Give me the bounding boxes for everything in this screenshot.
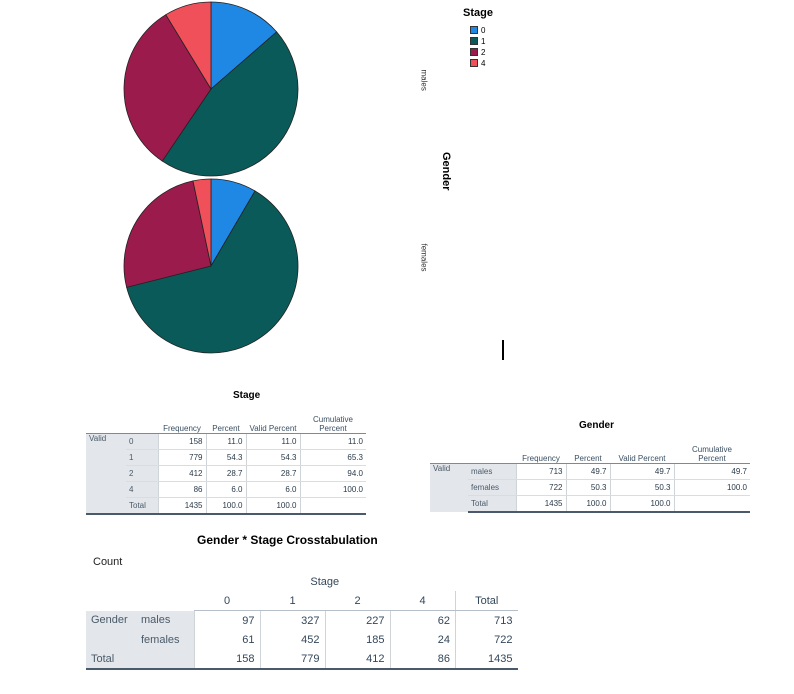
col-header: Frequency	[163, 424, 201, 433]
cell: 713	[456, 611, 518, 631]
col-header: 2	[325, 591, 390, 611]
table-row	[430, 480, 750, 496]
col-header-line: Cumulative	[312, 415, 353, 424]
legend-title: Stage	[463, 7, 493, 19]
cell: 11.0	[300, 434, 366, 450]
crosstab-subtitle: Count	[93, 556, 123, 568]
legend-swatch	[470, 37, 478, 45]
cell: 722	[456, 630, 518, 649]
cell: 61	[194, 630, 260, 649]
cell: 100.0	[300, 482, 366, 498]
row-label: 2	[126, 466, 158, 482]
cell: 50.3	[566, 480, 610, 496]
row-label: 4	[126, 482, 158, 498]
col-header: Percent	[212, 424, 240, 433]
cell: 100.0	[566, 496, 610, 513]
gender-table-title: Gender	[579, 420, 615, 431]
stage-header: Stage	[310, 575, 340, 588]
pie-females	[124, 179, 298, 353]
crosstab-header-row	[86, 572, 518, 591]
pie-chart	[0, 0, 420, 360]
row-label: females	[468, 480, 516, 496]
cell: 49.7	[674, 464, 750, 480]
table-header-row	[86, 405, 366, 434]
cell: 412	[158, 466, 206, 482]
cell: 86	[158, 482, 206, 498]
cell: 100.0	[610, 496, 674, 513]
table-row-total	[86, 498, 366, 515]
legend-swatch	[470, 26, 478, 34]
table-row	[86, 482, 366, 498]
cell: 779	[158, 450, 206, 466]
col-header	[300, 405, 366, 434]
row-label: Total	[468, 496, 516, 513]
cell: 158	[194, 649, 260, 669]
crosstab-title: Gender * Stage Crosstabulation	[197, 533, 378, 547]
cell: 412	[325, 649, 390, 669]
legend-item	[470, 59, 485, 69]
cell: 185	[325, 630, 390, 649]
crosstab-row	[86, 611, 518, 631]
col-header: 0	[194, 591, 260, 611]
cell: 49.7	[610, 464, 674, 480]
table-row	[86, 466, 366, 482]
cell: 54.3	[206, 450, 246, 466]
table-row	[86, 434, 366, 450]
cell: 54.3	[246, 450, 300, 466]
cell: 86	[390, 649, 456, 669]
legend-label: 0	[481, 26, 486, 35]
col-header: Frequency	[522, 454, 560, 463]
row-label: males	[468, 464, 516, 480]
cell: 1435	[516, 496, 566, 513]
cell: 65.3	[300, 450, 366, 466]
panel-label-males: males	[419, 69, 429, 91]
legend-label: 1	[481, 37, 486, 46]
cell: 28.7	[206, 466, 246, 482]
cell: 452	[260, 630, 325, 649]
valid-label: Valid	[86, 434, 126, 515]
row-label: 1	[126, 450, 158, 466]
legend-label: 4	[481, 59, 486, 68]
cell: 100.0	[674, 480, 750, 496]
row-label: Total	[86, 649, 194, 669]
col-header: Valid Percent	[618, 454, 666, 463]
row-label: 0	[126, 434, 158, 450]
cell: 11.0	[246, 434, 300, 450]
col-header: Valid Percent	[249, 424, 297, 433]
stage-table-title: Stage	[233, 390, 261, 401]
cell: 24	[390, 630, 456, 649]
table-row-total	[430, 496, 750, 513]
crosstab-row	[86, 630, 518, 649]
crosstab-col-row	[86, 591, 518, 611]
row-label: males	[136, 611, 194, 631]
cell: 49.7	[566, 464, 610, 480]
cell: 1435	[456, 649, 518, 669]
legend-swatch	[470, 48, 478, 56]
cell: 779	[260, 649, 325, 669]
cell: 1435	[158, 498, 206, 515]
table-row	[430, 464, 750, 480]
col-header: Percent	[574, 454, 602, 463]
cell: 28.7	[246, 466, 300, 482]
gender-label: Gender	[86, 611, 136, 631]
panel-axis-title: Gender	[440, 152, 452, 191]
cell	[674, 496, 750, 513]
legend-label: 2	[481, 48, 486, 57]
col-header	[674, 435, 750, 464]
cell: 97	[194, 611, 260, 631]
text-cursor	[502, 340, 504, 360]
col-header-line: Percent	[698, 454, 726, 463]
gender-table	[430, 435, 750, 513]
row-label: Total	[126, 498, 158, 515]
table-header-row	[430, 435, 750, 464]
col-header: 1	[260, 591, 325, 611]
crosstab-table	[86, 572, 518, 670]
cell: 327	[260, 611, 325, 631]
crosstab-total-row	[86, 649, 518, 669]
col-header-line: Cumulative	[691, 445, 732, 454]
cell: 100.0	[206, 498, 246, 515]
pie-males	[124, 2, 298, 176]
col-header-line: Percent	[319, 424, 347, 433]
cell: 158	[158, 434, 206, 450]
cell: 11.0	[206, 434, 246, 450]
legend-item	[470, 26, 485, 36]
valid-label: Valid	[430, 464, 468, 513]
cell: 50.3	[610, 480, 674, 496]
cell: 713	[516, 464, 566, 480]
cell: 62	[390, 611, 456, 631]
cell	[300, 498, 366, 515]
col-header: Total	[456, 591, 518, 611]
col-header: 4	[390, 591, 456, 611]
row-label: females	[136, 630, 194, 649]
cell: 6.0	[246, 482, 300, 498]
cell: 100.0	[246, 498, 300, 515]
cell: 6.0	[206, 482, 246, 498]
table-row	[86, 450, 366, 466]
legend-item	[470, 37, 485, 47]
cell: 94.0	[300, 466, 366, 482]
stage-table	[86, 405, 366, 515]
legend-item	[470, 48, 485, 58]
legend-swatch	[470, 59, 478, 67]
cell: 227	[325, 611, 390, 631]
cell: 722	[516, 480, 566, 496]
panel-label-females: females	[419, 243, 429, 272]
